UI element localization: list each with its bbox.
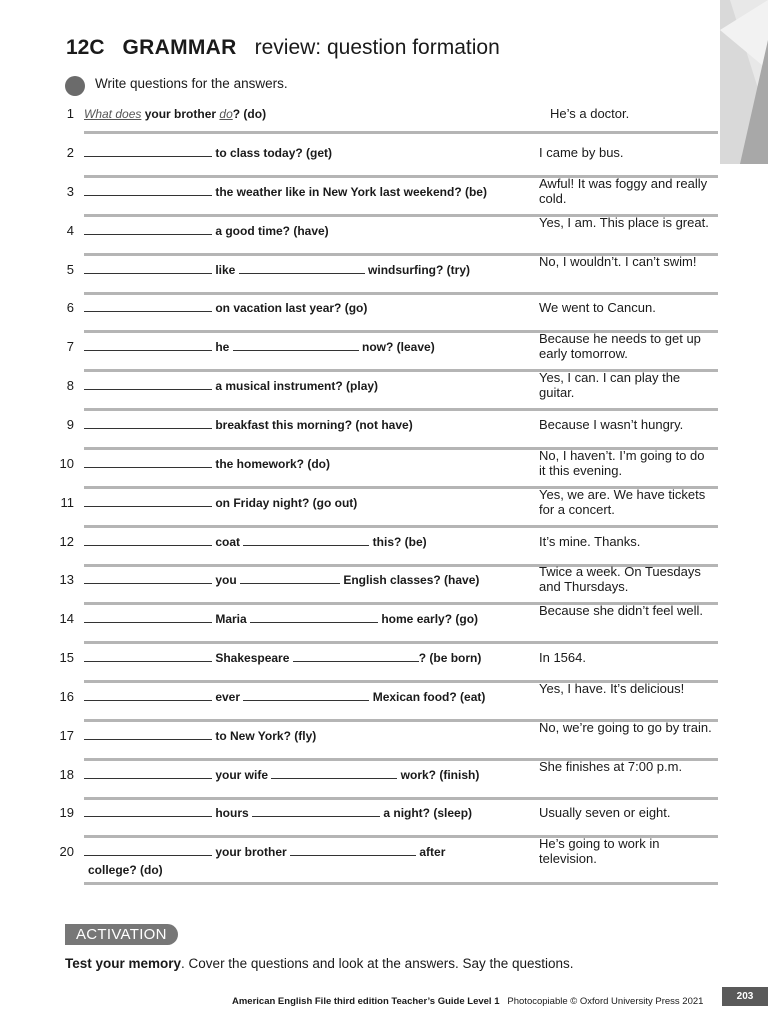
answer-blank[interactable] (84, 184, 212, 196)
answer-blank[interactable] (84, 534, 212, 546)
question-prompt-continued: college? (do) (88, 863, 163, 878)
answer-blank[interactable] (243, 689, 369, 701)
answer-blank[interactable] (252, 805, 380, 817)
row-divider (84, 131, 718, 134)
answer-blank[interactable] (239, 262, 365, 274)
item-number: 5 (66, 261, 74, 277)
row-divider (84, 408, 718, 411)
answer-text: We went to Cancun. (539, 300, 656, 316)
row-divider (84, 525, 718, 528)
row-divider (84, 797, 718, 800)
question-prompt: on Friday night? (go out) (84, 495, 357, 511)
item-number: 7 (66, 339, 74, 355)
exercise-row (0, 758, 768, 805)
lesson-code: 12C (66, 36, 105, 59)
instruction-text: Write questions for the answers. (95, 76, 288, 91)
answer-text: She finishes at 7:00 p.m. (539, 758, 683, 774)
answer-text: No, I haven’t. I’m going to do it this evening. (539, 447, 705, 478)
activation-label: ACTIVATION (65, 924, 178, 945)
item-number: 2 (66, 145, 74, 160)
item-number: 15 (59, 650, 74, 666)
exercise-row (0, 486, 768, 533)
answer-blank[interactable] (290, 844, 416, 856)
item-number: 3 (66, 183, 74, 199)
item-number: 1 (66, 106, 74, 121)
answer-blank[interactable] (84, 844, 212, 856)
question-prompt: on vacation last year? (go) (84, 300, 367, 316)
question-prompt: your wife work? (finish) (84, 767, 479, 783)
question-prompt: Maria home early? (go) (84, 611, 478, 627)
answer-blank[interactable] (84, 611, 212, 623)
item-number: 4 (66, 222, 74, 238)
question-prompt: a good time? (have) (84, 223, 329, 239)
answer-blank[interactable] (84, 300, 212, 312)
answer-blank[interactable] (84, 456, 212, 468)
answer-blank[interactable] (84, 805, 212, 817)
answer-blank[interactable] (84, 650, 212, 662)
footer-book: American English File third edition Teacher’s Guide Level 1 (232, 996, 500, 1007)
question-prompt: hours a night? (sleep) (84, 805, 472, 821)
item-number: 20 (59, 844, 74, 860)
example-answer: He’s a doctor. (550, 106, 630, 121)
exercise-row (0, 836, 768, 882)
answer-text: No, we’re going to go by train. (539, 719, 712, 735)
item-number: 9 (66, 416, 74, 432)
answer-text: Usually seven or eight. (539, 805, 671, 821)
activation-text: Test your memory. Cover the questions and look at the answers. Say the questions. (65, 956, 574, 971)
answer-blank[interactable] (84, 417, 212, 429)
answer-blank[interactable] (293, 650, 419, 662)
item-number: 16 (59, 688, 74, 704)
question-prompt: breakfast this morning? (not have) (84, 417, 413, 433)
answer-blank[interactable] (84, 262, 212, 274)
answer-blank[interactable] (84, 145, 212, 157)
question-prompt: the weather like in New York last weekend? (be) (84, 184, 487, 200)
question-prompt: Shakespeare ? (be born) (84, 650, 481, 666)
answer-blank[interactable] (240, 572, 340, 584)
answer-blank[interactable] (84, 339, 212, 351)
answer-blank[interactable] (84, 767, 212, 779)
answer-blank[interactable] (84, 572, 212, 584)
exercise-row-example (0, 106, 768, 144)
answer-blank[interactable] (84, 378, 212, 390)
answer-blank[interactable] (84, 728, 212, 740)
page-title (66, 36, 500, 60)
answer-text: He’s going to work in television. (539, 836, 660, 867)
answer-text: It’s mine. Thanks. (539, 533, 641, 549)
section-title: GRAMMAR (122, 36, 237, 59)
item-number: 12 (59, 533, 74, 549)
item-number: 13 (59, 572, 74, 588)
question-prompt: to New York? (fly) (84, 728, 316, 744)
answer-text: Because he needs to get up early tomorrow. (539, 331, 701, 362)
answer-blank[interactable] (233, 339, 359, 351)
item-number: 17 (59, 727, 74, 743)
answer-blank[interactable] (84, 689, 212, 701)
item-number: 6 (66, 300, 74, 316)
question-prompt: coat this? (be) (84, 534, 427, 550)
question-prompt: your brother after (84, 844, 445, 860)
item-number: 19 (59, 805, 74, 821)
question-prompt: the homework? (do) (84, 456, 330, 472)
question-prompt: you English classes? (have) (84, 572, 479, 588)
item-number: 14 (59, 611, 74, 627)
answer-text: Awful! It was foggy and really cold. (539, 175, 708, 206)
answer-text: Yes, I have. It’s delicious! (539, 680, 685, 696)
answer-text: No, I wouldn’t. I can’t swim! (539, 253, 697, 269)
exercise-row (0, 603, 768, 649)
question-prompt: ever Mexican food? (eat) (84, 689, 485, 705)
answer-text: I came by bus. (539, 145, 624, 160)
answer-text: Because she didn’t feel well. (539, 603, 704, 619)
example-question: What does your brother do? (do) (84, 107, 267, 121)
item-number: 11 (60, 494, 74, 510)
footer (232, 996, 703, 1007)
row-divider (84, 292, 718, 295)
item-number: 10 (59, 455, 74, 471)
section-subtitle: review: question formation (254, 36, 500, 59)
question-prompt: to class today? (get) (84, 145, 332, 161)
row-divider (84, 641, 718, 644)
item-number: 18 (59, 766, 74, 782)
exercise-row (0, 253, 768, 300)
answer-blank[interactable] (84, 223, 212, 235)
answer-text: Yes, we are. We have tickets for a concert. (539, 486, 706, 517)
item-number: 8 (66, 378, 74, 394)
answer-blank[interactable] (250, 611, 378, 623)
answer-text: Because I wasn’t hungry. (539, 416, 684, 432)
question-prompt: a musical instrument? (play) (84, 378, 378, 394)
answer-text: Yes, I am. This place is great. (539, 214, 709, 230)
question-prompt: he now? (leave) (84, 339, 435, 355)
footer-copyright: Photocopiable © Oxford University Press 2021 (507, 996, 704, 1007)
question-prompt: like windsurfing? (try) (84, 262, 470, 278)
page-number: 203 (722, 987, 768, 1006)
answer-blank[interactable] (271, 767, 397, 779)
exercise-row (0, 370, 768, 416)
instruction-bullet-icon (65, 76, 85, 96)
answer-text: Twice a week. On Tuesdays and Thursdays. (539, 564, 701, 595)
row-divider (84, 882, 718, 885)
answer-blank[interactable] (84, 495, 212, 507)
answer-text: In 1564. (539, 650, 586, 666)
answer-blank[interactable] (243, 534, 369, 546)
answer-text: Yes, I can. I can play the guitar. (539, 370, 681, 401)
